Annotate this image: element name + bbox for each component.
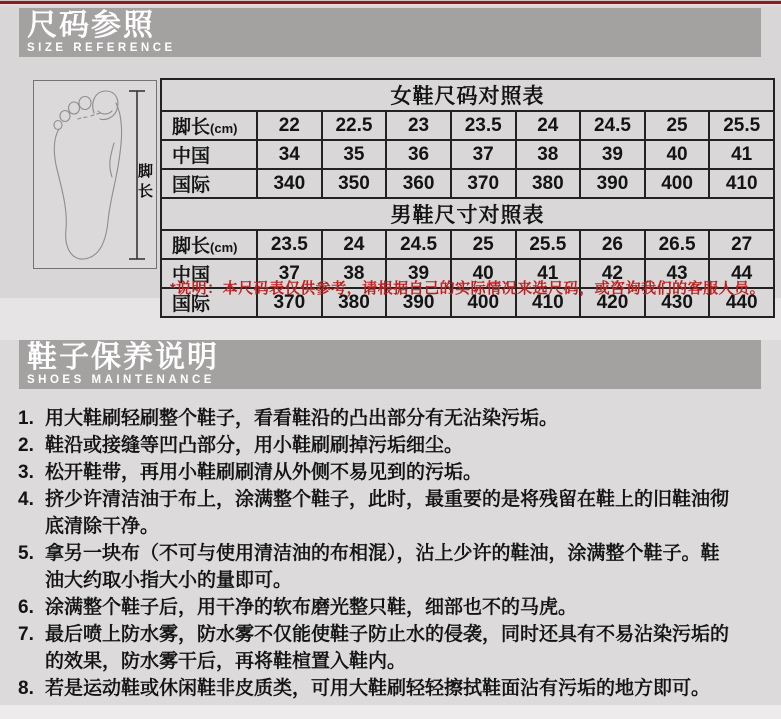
size-reference-title: 尺码参照 [27, 9, 155, 42]
size-value-cell: 23 [386, 111, 451, 140]
item-text: 挤少许清洁油于布上，涂满整个鞋子，此时，最重要的是将残留在鞋上的旧鞋油彻底清除干净。 [45, 489, 730, 537]
size-value-cell: 400 [451, 288, 516, 317]
size-value-cell: 390 [580, 169, 645, 198]
size-value-cell: 25 [451, 230, 516, 259]
maintenance-item [18, 540, 734, 594]
row-label: 中国 [161, 259, 257, 288]
item-text: 若是运动鞋或休闲鞋非皮质类，可用大鞋刷轻轻擦拭鞋面沾有污垢的地方即可。 [45, 678, 711, 699]
row-label: 脚长(cm) [161, 111, 257, 140]
size-value-cell: 380 [322, 288, 387, 317]
size-value-cell: 370 [451, 169, 516, 198]
size-value-cell: 390 [386, 288, 451, 317]
size-value-cell: 42 [580, 259, 645, 288]
size-value-cell: 400 [645, 169, 710, 198]
maintenance-item [18, 675, 734, 702]
size-note: *说明：本尺码表仅供参考，请根据自己的实际情况来选尺码，或咨询我们的客服人员。 [169, 280, 766, 297]
size-value-cell: 44 [709, 259, 774, 288]
size-value-cell: 430 [645, 288, 710, 317]
item-text: 涂满整个鞋子后，用干净的软布磨光整只鞋，细部也不的马虎。 [45, 597, 578, 618]
size-value-cell: 43 [645, 259, 710, 288]
table-section-title: 女鞋尺码对照表 [161, 79, 774, 111]
maintenance-item [18, 594, 734, 621]
size-value-cell: 23.5 [257, 230, 322, 259]
maintenance-list [18, 405, 734, 702]
row-label: 中国 [161, 140, 257, 169]
item-number: 2. [18, 435, 34, 456]
foot-length-diagram [33, 80, 157, 269]
size-value-cell: 25.5 [516, 230, 581, 259]
size-value-cell: 370 [257, 288, 322, 317]
size-value-cell: 38 [516, 140, 581, 169]
item-text: 鞋沿或接缝等凹凸部分，用小鞋刷刷掉污垢细尘。 [45, 435, 464, 456]
size-value-cell: 37 [257, 259, 322, 288]
maintenance-item [18, 405, 734, 432]
maintenance-item [18, 459, 734, 486]
maintenance-subtitle: SHOES MAINTENANCE [27, 374, 215, 386]
size-value-cell: 39 [386, 259, 451, 288]
unit-label: (cm) [210, 121, 238, 136]
item-number: 1. [18, 408, 34, 429]
size-value-cell: 41 [709, 140, 774, 169]
maintenance-header [19, 340, 761, 389]
foot-length-label: 脚长 [136, 163, 153, 203]
size-value-cell: 40 [645, 140, 710, 169]
size-value-cell: 37 [451, 140, 516, 169]
maintenance-item [18, 621, 734, 675]
size-reference-subtitle: SIZE REFERENCE [27, 42, 176, 54]
size-value-cell: 38 [322, 259, 387, 288]
item-number: 4. [18, 489, 34, 510]
size-value-cell: 350 [322, 169, 387, 198]
maintenance-item [18, 432, 734, 459]
item-text: 最后喷上防水雾，防水雾不仅能使鞋子防止水的侵袭，同时还具有不易沾染污垢的的效果，防水雾干后，再将鞋楦置入鞋内。 [45, 624, 730, 672]
item-text: 松开鞋带，再用小鞋刷刷清从外侧不易见到的污垢。 [45, 462, 483, 483]
size-value-cell: 22.5 [322, 111, 387, 140]
size-value-cell: 340 [257, 169, 322, 198]
size-value-cell: 26 [580, 230, 645, 259]
table-row [161, 111, 774, 140]
item-number: 6. [18, 597, 34, 618]
item-text: 用大鞋刷轻刷整个鞋子，看看鞋沿的凸出部分有无沾染污垢。 [45, 408, 559, 429]
row-label: 脚长(cm) [161, 230, 257, 259]
row-label: 国际 [161, 169, 257, 198]
table-row [161, 230, 774, 259]
table-row [161, 169, 774, 198]
size-value-cell: 39 [580, 140, 645, 169]
size-reference-header [19, 8, 761, 57]
size-value-cell: 23.5 [451, 111, 516, 140]
size-value-cell: 25 [645, 111, 710, 140]
size-value-cell: 380 [516, 169, 581, 198]
item-number: 3. [18, 462, 34, 483]
table-section-title: 男鞋尺寸对照表 [161, 198, 774, 230]
item-number: 5. [18, 543, 34, 564]
size-value-cell: 440 [709, 288, 774, 317]
item-number: 8. [18, 678, 34, 699]
size-value-cell: 24.5 [580, 111, 645, 140]
size-value-cell: 24 [516, 111, 581, 140]
top-accent-line [0, 0, 781, 7]
maintenance-item [18, 486, 734, 540]
size-value-cell: 27 [709, 230, 774, 259]
unit-label: (cm) [210, 240, 238, 255]
item-text: 拿另一块布（不可与使用清洁油的布相混），沾上少许的鞋油，涂满整个鞋子。鞋油大约取小指大小的量即可。 [45, 543, 720, 591]
size-value-cell: 420 [580, 288, 645, 317]
size-value-cell: 360 [386, 169, 451, 198]
row-label: 国际 [161, 288, 257, 317]
size-value-cell: 26.5 [645, 230, 710, 259]
size-value-cell: 22 [257, 111, 322, 140]
size-value-cell: 25.5 [709, 111, 774, 140]
size-value-cell: 410 [516, 288, 581, 317]
item-number: 7. [18, 624, 34, 645]
size-value-cell: 34 [257, 140, 322, 169]
size-value-cell: 24 [322, 230, 387, 259]
size-value-cell: 24.5 [386, 230, 451, 259]
size-value-cell: 40 [451, 259, 516, 288]
maintenance-title: 鞋子保养说明 [27, 341, 219, 374]
size-value-cell: 35 [322, 140, 387, 169]
size-value-cell: 410 [709, 169, 774, 198]
size-value-cell: 36 [386, 140, 451, 169]
size-value-cell: 41 [516, 259, 581, 288]
table-row [161, 140, 774, 169]
bottom-band [0, 705, 781, 719]
